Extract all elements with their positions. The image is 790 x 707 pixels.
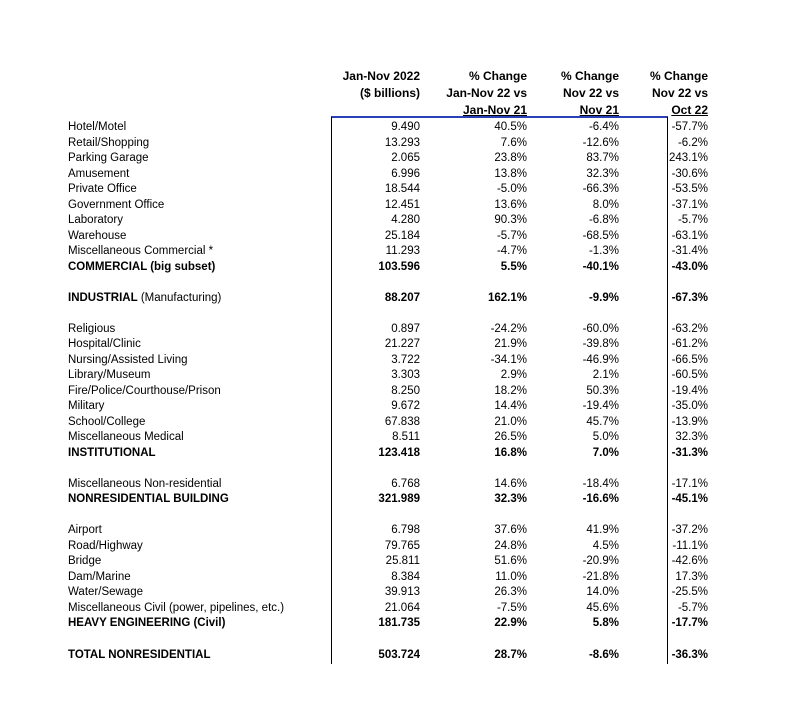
table-row <box>0 585 790 600</box>
change-yoy: -21.8% <box>582 570 619 583</box>
change-mom: 32.3% <box>675 431 708 443</box>
value-2022: 6.768 <box>391 477 420 490</box>
change-mom: -5.7% <box>677 601 708 614</box>
row-label: TOTAL NONRESIDENTIAL <box>68 648 211 661</box>
row-label: HEAVY ENGINEERING (Civil) <box>68 617 226 629</box>
change-yoy: -9.9% <box>588 291 619 304</box>
change-mom: -5.7% <box>677 214 708 226</box>
value-2022: 21.064 <box>384 601 420 614</box>
value-2022: 88.207 <box>384 291 420 304</box>
value-2022: 79.765 <box>384 539 420 552</box>
value-2022: 2.065 <box>391 152 420 164</box>
change-yoy: 14.0% <box>586 586 619 598</box>
change-mom: -13.9% <box>671 415 708 428</box>
change-yoy: -8.6% <box>588 648 619 661</box>
change-mom: -37.1% <box>671 198 708 211</box>
change-yoy: -66.3% <box>582 183 619 195</box>
value-2022: 8.511 <box>392 431 420 443</box>
change-ytd: 2.9% <box>500 369 527 381</box>
value-2022: 25.184 <box>384 229 420 242</box>
change-yoy: 50.3% <box>586 384 619 397</box>
change-mom: -36.3% <box>671 648 708 661</box>
change-mom: -11.1% <box>672 539 708 552</box>
value-2022: 25.811 <box>385 555 420 567</box>
subtotal-row <box>0 616 790 631</box>
table-row <box>0 322 790 337</box>
change-yoy: -40.1% <box>582 260 619 273</box>
table-row <box>0 430 790 445</box>
row-label: Private Office <box>68 183 137 195</box>
header-col4-line1: % Change <box>649 69 708 83</box>
change-ytd: 23.8% <box>494 152 527 164</box>
row-label: Military <box>68 400 105 412</box>
row-label: Laboratory <box>68 214 123 226</box>
change-mom: -67.3% <box>671 291 708 304</box>
value-2022: 8.250 <box>391 384 420 397</box>
change-yoy: -20.9% <box>582 555 619 567</box>
header-col4-line2: Nov 22 vs <box>651 86 708 100</box>
change-ytd: 13.6% <box>494 198 527 211</box>
header-col4-line3: Oct 22 <box>671 103 708 117</box>
change-yoy: 32.3% <box>586 167 619 180</box>
change-ytd: 5.5% <box>500 260 527 273</box>
table-row <box>0 399 790 414</box>
change-ytd: 21.9% <box>494 338 527 350</box>
value-2022: 13.293 <box>384 136 420 149</box>
change-mom: -31.4% <box>671 245 708 257</box>
value-2022: 503.724 <box>378 648 420 661</box>
header-col3-line1: % Change <box>560 69 619 83</box>
header-change-mom <box>650 68 708 119</box>
table-row <box>0 415 790 430</box>
value-2022: 21.227 <box>384 338 420 350</box>
header-col2-line3: Jan-Nov 21 <box>462 103 527 117</box>
change-ytd: 14.4% <box>494 400 527 412</box>
header-rule <box>331 116 668 118</box>
table-row <box>0 477 790 492</box>
change-ytd: 13.8% <box>494 167 527 180</box>
value-2022: 9.672 <box>391 400 420 412</box>
change-ytd: 26.5% <box>494 431 527 443</box>
row-label: Water/Sewage <box>68 586 143 598</box>
row-label: Amusement <box>68 167 130 180</box>
change-ytd: -5.7% <box>496 229 527 242</box>
table-row <box>0 554 790 569</box>
change-ytd: 162.1% <box>487 291 527 304</box>
change-yoy: -6.8% <box>588 214 619 226</box>
change-yoy: 2.1% <box>592 369 619 381</box>
row-label: Bridge <box>68 555 102 567</box>
header-col2-line2: Jan-Nov 22 vs <box>446 86 527 100</box>
value-2022: 11.293 <box>385 245 420 257</box>
row-label: Dam/Marine <box>68 570 131 583</box>
value-2022: 6.996 <box>391 167 420 180</box>
change-yoy: 45.6% <box>586 601 619 614</box>
change-ytd: -34.1% <box>490 353 527 366</box>
change-yoy: -39.8% <box>582 338 619 350</box>
change-mom: -25.5% <box>671 586 708 598</box>
change-mom: -17.1% <box>671 477 708 490</box>
value-2022: 0.897 <box>391 322 420 335</box>
row-label: INSTITUTIONAL <box>68 446 156 459</box>
change-ytd: -4.7% <box>496 245 527 257</box>
row-label: Hotel/Motel <box>68 121 127 133</box>
table-row <box>0 523 790 538</box>
change-mom: -31.3% <box>671 446 708 459</box>
table-row <box>0 136 790 151</box>
row-label: Miscellaneous Medical <box>68 431 184 443</box>
total-row <box>0 648 790 663</box>
value-2022: 123.418 <box>378 446 420 459</box>
table-row <box>0 182 790 197</box>
change-mom: -57.7% <box>671 121 708 133</box>
row-label: Retail/Shopping <box>68 136 150 149</box>
value-2022: 4.280 <box>391 214 420 226</box>
row-label: Airport <box>68 524 102 536</box>
change-mom: -17.7% <box>671 617 708 629</box>
value-2022: 18.544 <box>384 183 420 195</box>
change-ytd: -5.0% <box>496 183 527 195</box>
change-mom: -45.1% <box>671 493 708 505</box>
change-ytd: 24.8% <box>494 539 527 552</box>
change-ytd: 21.0% <box>494 415 527 428</box>
change-mom: -60.5% <box>671 369 708 381</box>
change-mom: -63.1% <box>671 229 708 242</box>
change-ytd: 28.7% <box>494 648 527 661</box>
table-row <box>0 368 790 383</box>
row-label: Hospital/Clinic <box>68 338 141 350</box>
row-label: INDUSTRIAL <box>68 291 138 304</box>
subtotal-row <box>0 291 790 306</box>
change-ytd: 14.6% <box>494 477 527 490</box>
table-row <box>0 229 790 244</box>
header-change-yoy <box>561 68 619 119</box>
value-2022: 103.596 <box>378 260 420 273</box>
header-col3-line3: Nov 21 <box>579 103 619 117</box>
header-col3-line2: Nov 22 vs <box>562 86 619 100</box>
change-mom: -66.5% <box>671 353 708 366</box>
change-ytd: 90.3% <box>494 214 527 226</box>
change-mom: -35.0% <box>671 400 708 412</box>
table-row <box>0 213 790 228</box>
change-mom: -6.2% <box>677 136 708 149</box>
value-2022: 181.735 <box>378 617 420 629</box>
change-yoy: -68.5% <box>582 229 619 242</box>
change-yoy: -6.4% <box>588 121 619 133</box>
value-2022: 12.451 <box>384 198 420 211</box>
change-yoy: -16.6% <box>582 493 619 505</box>
row-label: COMMERCIAL (big subset) <box>68 260 216 273</box>
value-2022: 3.722 <box>391 353 420 366</box>
row-label: Warehouse <box>68 229 127 242</box>
change-yoy: 8.0% <box>592 198 619 211</box>
change-ytd: 18.2% <box>494 384 527 397</box>
table-row <box>0 151 790 166</box>
value-2022: 39.913 <box>384 586 420 598</box>
change-yoy: 5.0% <box>592 431 619 443</box>
header-col1-line3: ($ billions) <box>360 86 420 100</box>
change-ytd: 7.6% <box>500 136 527 149</box>
change-yoy: 5.8% <box>592 617 619 629</box>
change-yoy: 41.9% <box>586 524 619 536</box>
table-row <box>0 601 790 616</box>
table-row <box>0 244 790 259</box>
table-row <box>0 539 790 554</box>
row-label: School/College <box>68 415 146 428</box>
row-label: Library/Museum <box>68 369 151 381</box>
change-mom: -61.2% <box>671 338 708 350</box>
change-ytd: 11.0% <box>495 570 527 583</box>
change-yoy: -60.0% <box>582 322 619 335</box>
change-mom: -42.6% <box>671 555 708 567</box>
change-ytd: 51.6% <box>494 555 527 567</box>
table-row <box>0 384 790 399</box>
subtotal-row <box>0 492 790 507</box>
table-row <box>0 198 790 213</box>
row-label: Fire/Police/Courthouse/Prison <box>68 384 221 397</box>
header-jan-nov-2022 <box>343 68 420 102</box>
change-yoy: 83.7% <box>586 152 619 164</box>
change-yoy: -19.4% <box>582 400 619 412</box>
row-label-group <box>68 291 221 306</box>
subtotal-row <box>0 260 790 275</box>
change-mom: -37.2% <box>671 524 708 536</box>
change-yoy: -46.9% <box>582 353 619 366</box>
change-yoy: -18.4% <box>582 477 619 490</box>
subtotal-row <box>0 446 790 461</box>
table-row <box>0 353 790 368</box>
row-label: Parking Garage <box>68 152 149 164</box>
value-2022: 6.798 <box>391 524 420 536</box>
change-yoy: 7.0% <box>592 446 619 459</box>
change-mom: 17.3% <box>675 570 708 583</box>
table-row <box>0 570 790 585</box>
change-ytd: -7.5% <box>496 601 527 614</box>
value-2022: 67.838 <box>384 415 420 428</box>
header-col1-line2: Jan-Nov 2022 <box>342 69 420 83</box>
header-col2-line1: % Change <box>468 69 527 83</box>
change-yoy: -12.6% <box>582 136 619 149</box>
change-mom: -30.6% <box>671 167 708 180</box>
row-label: Miscellaneous Non-residential <box>68 477 222 490</box>
change-ytd: -24.2% <box>490 322 527 335</box>
change-yoy: 4.5% <box>592 539 619 552</box>
table-row <box>0 120 790 135</box>
change-yoy: -1.3% <box>588 245 619 257</box>
table-row <box>0 337 790 352</box>
change-mom: -63.2% <box>671 322 708 335</box>
change-mom: -53.5% <box>671 183 708 195</box>
change-ytd: 37.6% <box>494 524 527 536</box>
row-label: NONRESIDENTIAL BUILDING <box>68 493 229 505</box>
row-label: Miscellaneous Commercial * <box>68 245 214 257</box>
change-ytd: 22.9% <box>494 617 527 629</box>
value-2022: 9.490 <box>391 121 420 133</box>
change-ytd: 40.5% <box>494 121 527 133</box>
value-2022: 8.384 <box>391 570 420 583</box>
value-2022: 3.303 <box>391 369 420 381</box>
header-change-ytd <box>446 68 527 119</box>
change-ytd: 16.8% <box>494 446 527 459</box>
value-2022: 321.989 <box>378 493 420 505</box>
change-yoy: 45.7% <box>586 415 619 428</box>
row-label: Road/Highway <box>68 539 143 552</box>
row-label: Nursing/Assisted Living <box>68 353 188 366</box>
row-label-extra: (Manufacturing) <box>137 291 222 304</box>
row-label: Religious <box>68 322 116 335</box>
change-mom: 243.1% <box>668 152 708 164</box>
row-label: Government Office <box>68 198 165 211</box>
change-ytd: 26.3% <box>494 586 527 598</box>
table-row <box>0 167 790 182</box>
change-mom: -19.4% <box>671 384 708 397</box>
change-ytd: 32.3% <box>494 493 527 505</box>
row-label: Miscellaneous Civil (power, pipelines, etc.) <box>68 601 285 614</box>
change-mom: -43.0% <box>671 260 708 273</box>
